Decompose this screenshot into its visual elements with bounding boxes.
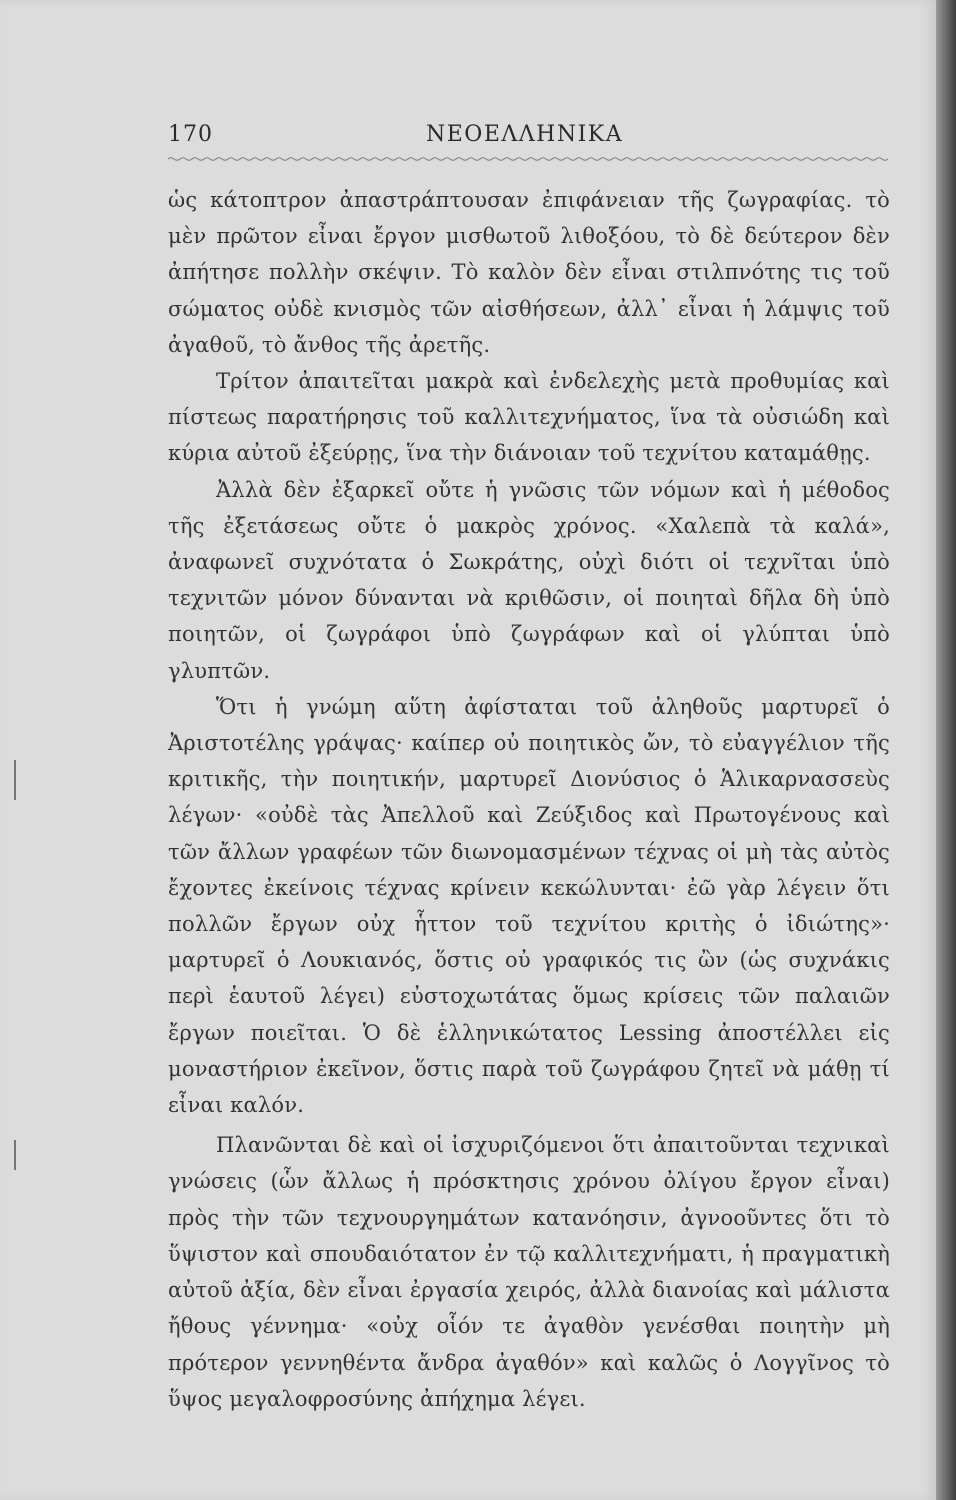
paragraph: Ὅτι ἡ γνώμη αὕτη ἀφίσταται τοῦ ἀληθοῦς μαρτυρεῖ ὁ Ἀριστοτέλης γράψας· καίπερ οὐ ποιητικὸς ὤν, τὸ εὐαγγέλιον τῆς κριτικῆς, τὴν ποιητικήν, μαρτυρεῖ Διονύσιος ὁ Ἁλικαρνασσεὺς λέγων· «οὐδὲ τὰς Ἀπελλοῦ καὶ Ζεύξιδος καὶ Πρωτογένους καὶ τῶν ἄλλων γραφέων τῶν διωνομασμένων τέχνας οἱ μὴ τὰς αὐτὸς ἔχοντες ἐκείνοις τέχνας κρίνειν κεκώλυνται· ἐῶ γὰρ λέγειν ὅτι πολλῶν ἔργων οὐχ ἧττον τοῦ τεχνίτου κριτὴς ὁ ἰδιώτης»· μαρτυρεῖ ὁ Λουκιανός, ὅστις οὐ γραφικός τις ὢν (ὡς συχνάκις περὶ ἑαυτοῦ λέγει) εὐστοχωτάτας ὅμως κρίσεις τῶν παλαιῶν ἔργων ποιεῖται. Ὁ δὲ ἑλληνικώτατος Lessing ἀποστέλλει εἰς μοναστήριον ἐκεῖνον, ὅστις παρὰ τοῦ ζωγράφου ζητεῖ νὰ μάθῃ τί εἶναι καλόν. (168, 694, 890, 1118)
page-number: 170 (168, 122, 213, 147)
paragraph: Πλανῶνται δὲ καὶ οἱ ἰσχυριζόμενοι ὅτι ἀπαιτοῦνται τεχνικαὶ γνώσεις (ὧν ἄλλως ἡ πρόσκτησις χρόνου ὀλίγου ἔργον εἶναι) πρὸς τὴν τῶν τεχνουργημάτων κατανόησιν, ἀγνοοῦντες ὅτι τὸ ὕψιστον καὶ σπουδαιότατον ἐν τῷ καλλιτεχνήματι, ἡ πραγματικὴ αὐτοῦ ἀξία, δὲν εἶναι ἐργασία χειρός, ἀλλὰ διανοίας καὶ μάλιστα ἤθους γέννημα· «οὐχ οἷόν τε ἀγαθὸν γενέσθαι ποιητὴν μὴ πρότερον γεννηθέντα ἄνδρα ἀγαθόν» καὶ καλῶς ὁ Λογγῖνος τὸ ὕψος μεγαλοφροσύνης ἀπήχημα λέγει. (168, 1133, 890, 1411)
margin-mark (14, 1140, 16, 1170)
book-spine-edge (936, 0, 956, 1500)
paragraph: Ἀλλὰ δὲν ἐξαρκεῖ οὔτε ἡ γνῶσις τῶν νόμων καὶ ἡ μέθοδος τῆς ἐξετάσεως οὔτε ὁ μακρὸς χρόνος. «Χαλεπὰ τὰ καλά», ἀναφωνεῖ συχνότατα ὁ Σωκράτης, οὐχὶ διότι οἱ τεχνῖται ὑπὸ τεχνιτῶν μόνον δύνανται νὰ κριθῶσιν, οἱ ποιηταὶ δῆλα δὴ ὑπὸ ποιητῶν, οἱ ζωγράφοι ὑπὸ ζωγράφων καὶ οἱ γλύπται ὑπὸ γλυπτῶν. (168, 477, 890, 683)
decorative-wavy-rule (168, 156, 888, 162)
running-title: ΝΕΟΕΛΛΗΝΙΚΑ (426, 122, 624, 147)
body-text (168, 182, 890, 1417)
margin-mark (14, 760, 16, 800)
page-header (168, 122, 888, 156)
paragraph: Τρίτον ἀπαιτεῖται μακρὰ καὶ ἐνδελεχὴς μετὰ προθυμίας καὶ πίστεως παρατήρησις τοῦ καλλιτεχνήματος, ἵνα τὰ οὐσιώδη καὶ κύρια αὐτοῦ ἐξεύρῃς, ἵνα τὴν διάνοιαν τοῦ τεχνίτου καταμάθῃς. (168, 369, 890, 466)
paragraph: ὡς κάτοπτρον ἀπαστράπτουσαν ἐπιφάνειαν τῆς ζωγραφίας. τὸ μὲν πρῶτον εἶναι ἔργον μισθωτοῦ λιθοξόου, τὸ δὲ δεύτερον δὲν ἀπήτησε πολλὴν σκέψιν. Τὸ καλὸν δὲν εἶναι στιλπνότης τις τοῦ σώματος οὐδὲ κνισμὸς τῶν αἰσθήσεων, ἀλλ᾽ εἶναι ἡ λάμψις τοῦ ἀγαθοῦ, τὸ ἄνθος τῆς ἀρετῆς. (168, 188, 890, 357)
